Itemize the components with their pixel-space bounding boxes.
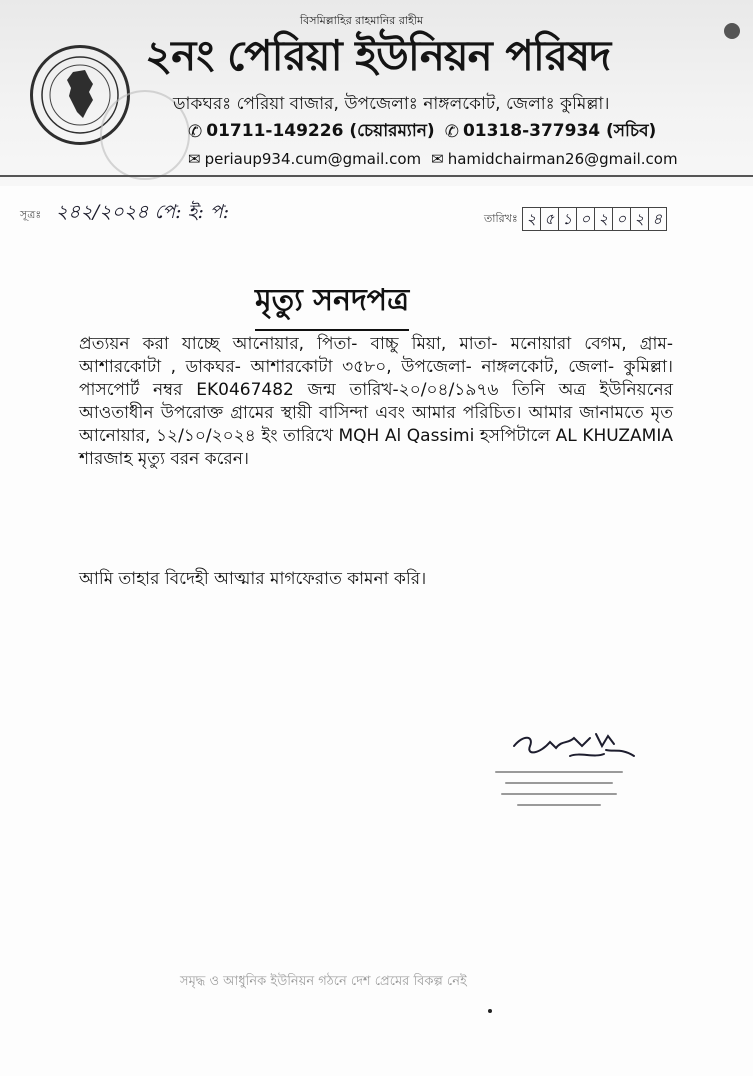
date-digit: ২ xyxy=(523,208,541,230)
date-digit: ৫ xyxy=(541,208,559,230)
office-email: periaup934.cum@gmail.com xyxy=(204,150,422,168)
envelope-icon: ✉ xyxy=(188,150,201,168)
date-digit: ২ xyxy=(595,208,613,230)
certificate-body: প্রত্যয়ন করা যাচ্ছে আনোয়ার, পিতা- বাচ্চু মিয়া, মাতা- মনোয়ারা বেগম, গ্রাম- আশারকোটা , ডাকঘর- আশারকোটা ৩৫৮০, উপজেলা- নাঙ্গলকোট, জেলা- কুমিল্লা। পাসপোর্ট নম্বর EK0467482 জন্ম তারিখ-২০/০৪/১৯৭৬ তিনি অত্র ইউনিয়নের আওতাধীন উপরোক্ত গ্রামের স্থায়ী বাসিন্দা এবং আমার পরিচিত। আমার জানামতে মৃত আনোয়ার, ১২/১০/২০২৪ ইং তারিখে MQH Al Qassimi হসপিটালে AL KHUZAMIA শারজাহ মৃত্যু বরন করেন। xyxy=(79,334,673,469)
chairman-email: hamidchairman26@gmail.com xyxy=(447,150,678,168)
date-digit: ০ xyxy=(577,208,595,230)
letterhead xyxy=(0,0,753,186)
phone-icon: ✆ xyxy=(188,122,203,142)
phone-secretary: 01318-377934 (সচিব) xyxy=(462,121,657,141)
official-stamp xyxy=(484,766,634,818)
phone-line xyxy=(188,118,656,146)
document-title: মৃত্যু সনদপত্র xyxy=(255,276,409,331)
envelope-icon: ✉ xyxy=(431,150,444,168)
date-boxes xyxy=(522,207,667,231)
date-digit: ২ xyxy=(631,208,649,230)
closing-line: আমি তাহার বিদেহী আত্মার মাগফেরাত কামনা করি। xyxy=(79,569,427,589)
memo-reference xyxy=(20,198,229,230)
bismillah-text: বিসমিল্লাহির রাহমানির রাহীম xyxy=(300,14,424,27)
ink-dot xyxy=(488,1009,492,1013)
date-digit: ১ xyxy=(559,208,577,230)
council-name: ২নং পেরিয়া ইউনিয়ন পরিষদ xyxy=(145,31,611,80)
punch-hole xyxy=(724,23,740,39)
memo-label: সূত্রঃ xyxy=(20,208,42,221)
memo-value: ২৪২/২০২৪ পে: ই: প: xyxy=(55,201,230,223)
footer-slogan: সমৃদ্ধ ও আধুনিক ইউনিয়ন গঠনে দেশ প্রেমের বিকল্প নেই xyxy=(180,974,467,989)
council-address: ডাকঘরঃ পেরিয়া বাজার, উপজেলাঃ নাঙ্গলকোট, জেলাঃ কুমিল্লা। xyxy=(173,94,610,114)
email-line xyxy=(188,150,678,168)
phone-chairman: 01711-149226 (চেয়ারম্যান) xyxy=(206,121,435,141)
header-divider xyxy=(0,175,753,177)
chairman-signature xyxy=(510,724,640,772)
date-digit: ০ xyxy=(613,208,631,230)
phone-icon: ✆ xyxy=(444,122,459,142)
date-label: তারিখঃ xyxy=(484,211,518,225)
date-digit: ৪ xyxy=(652,210,663,228)
issue-date xyxy=(484,207,667,231)
